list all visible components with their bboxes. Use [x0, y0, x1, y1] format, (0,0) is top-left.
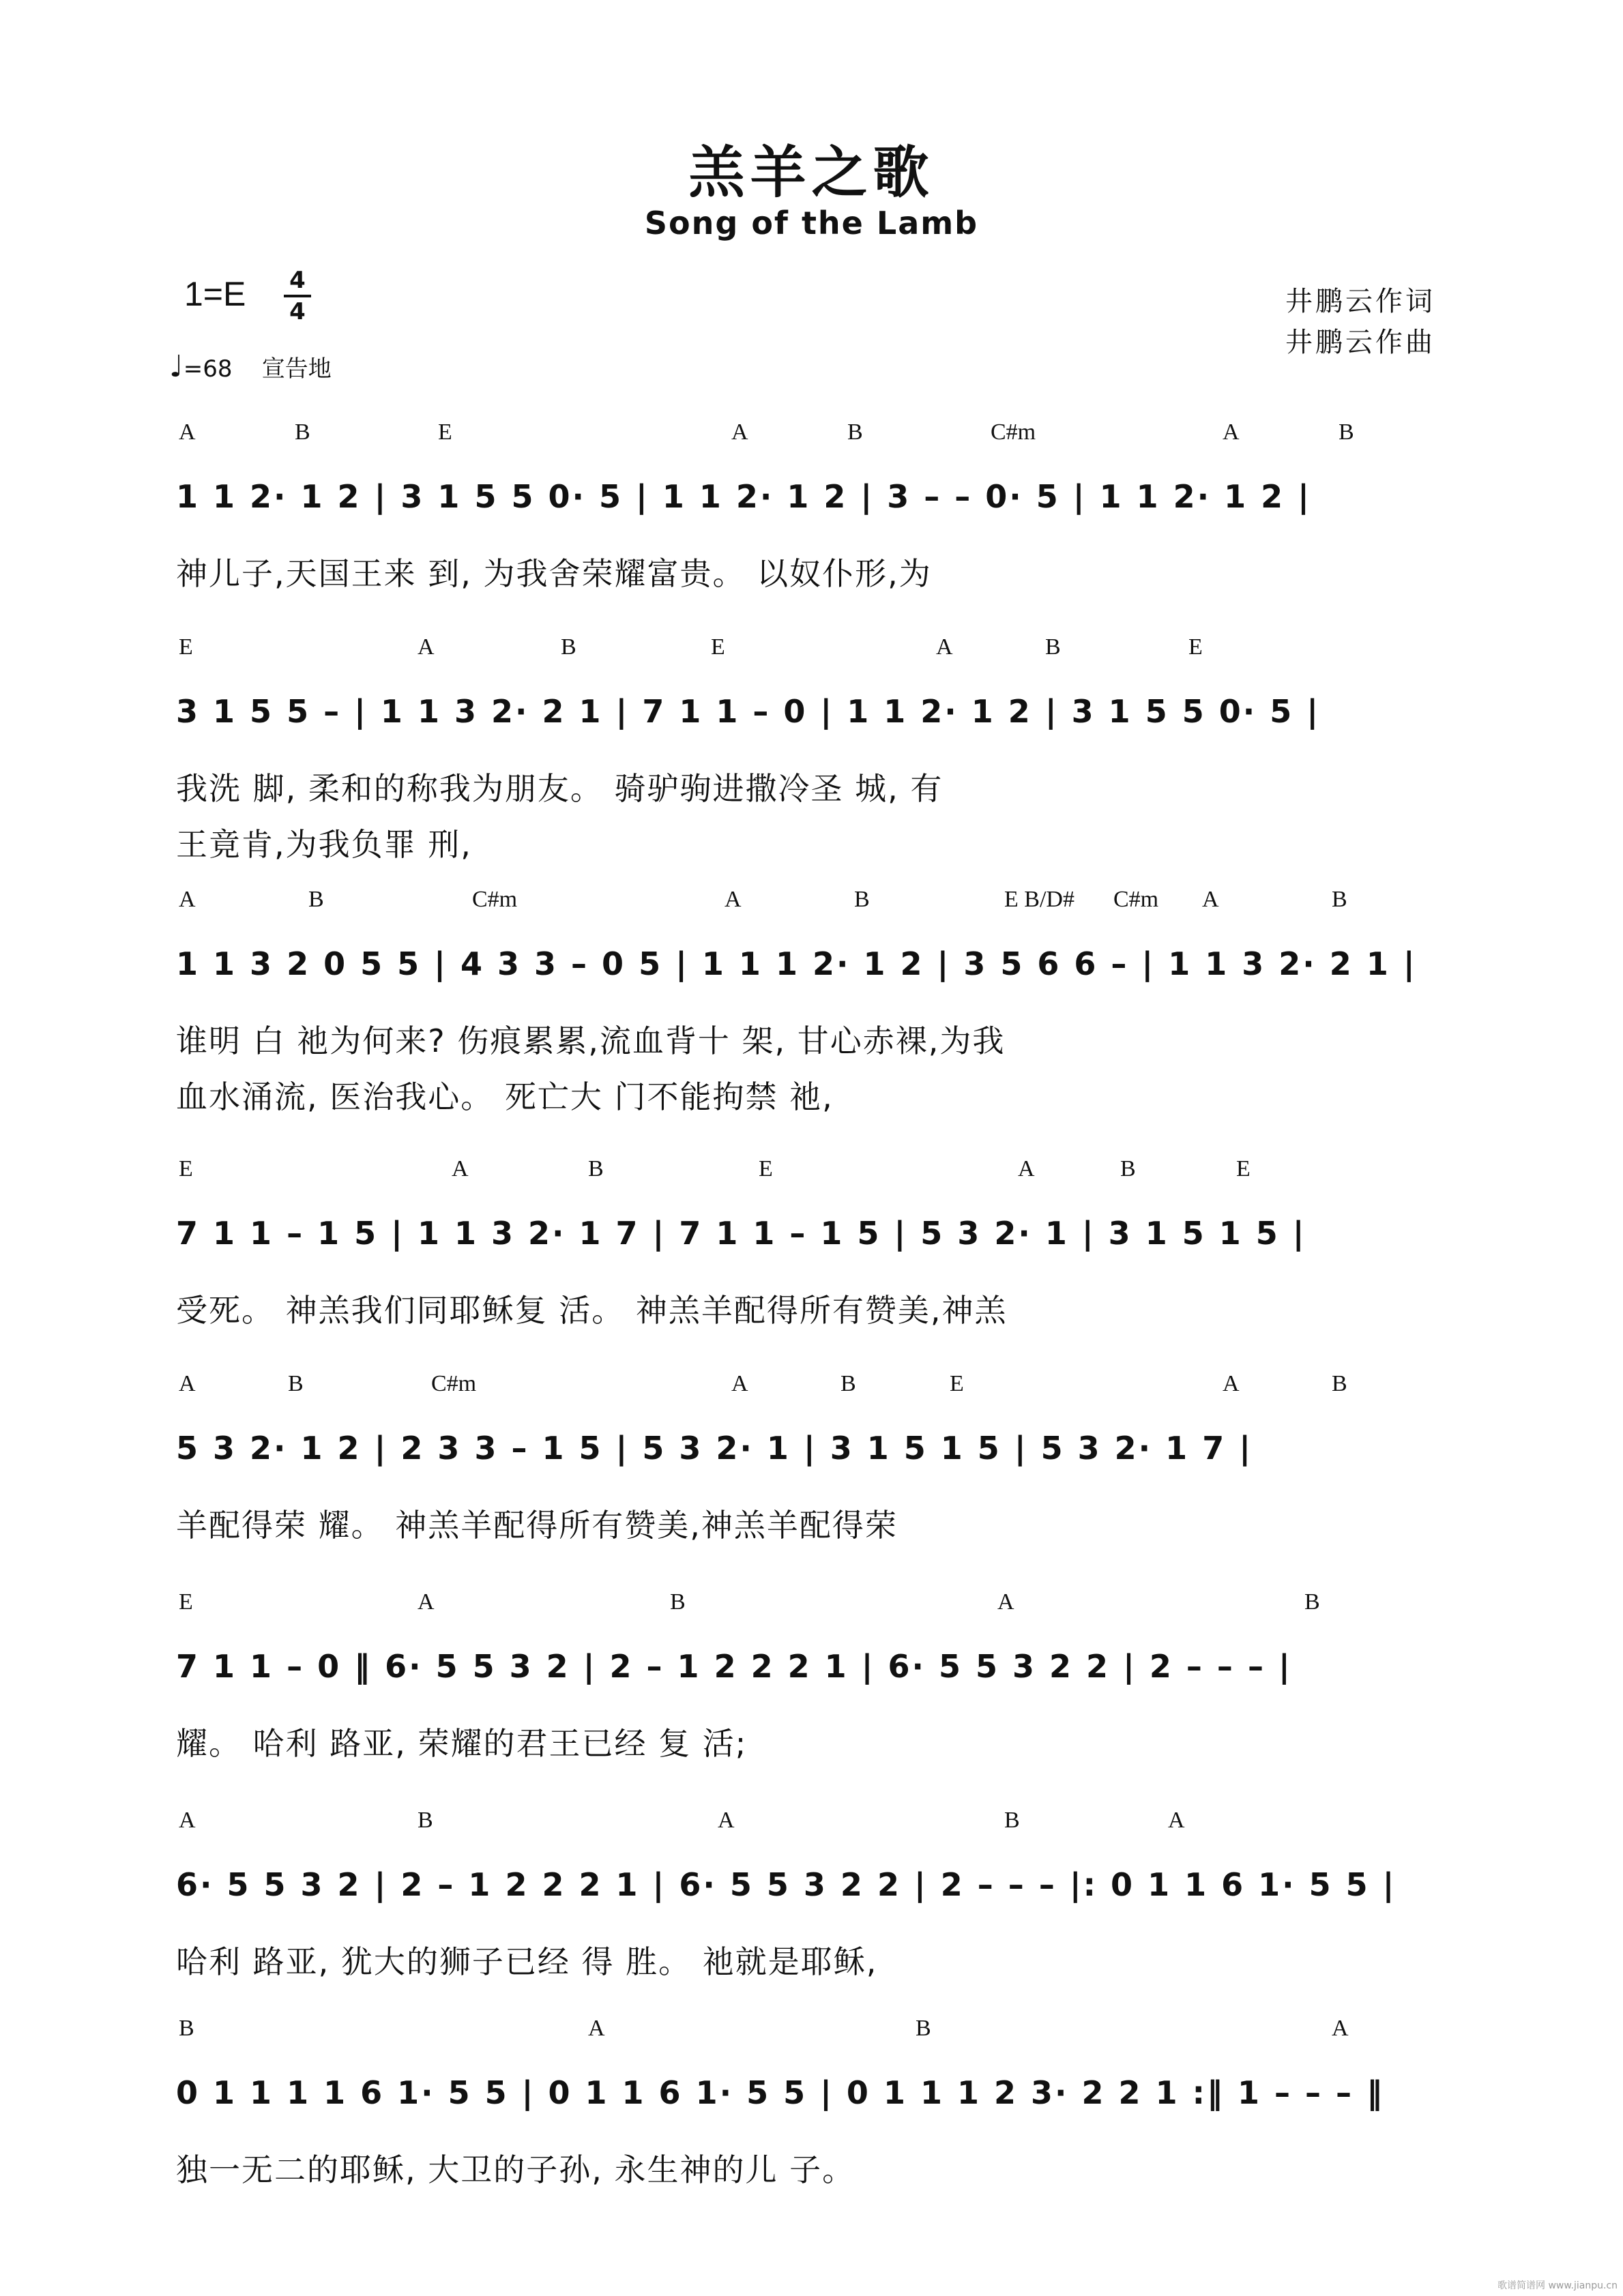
chord-symbol: E	[711, 634, 725, 660]
jianpu-notes: 1 1 3 2 0 5 5 | 4 3 3 – 0 5 | 1 1 1 2· 1 2 | 3 5 6 6 – | 1 1 3 2· 2 1 |	[176, 945, 1417, 982]
lyric-line: 受死。 神羔我们同耶稣复 活。 神羔羊配得所有赞美,神羔	[176, 1292, 1008, 1329]
key-signature: 1=E	[184, 275, 246, 313]
chord-symbol: C#m	[431, 1371, 477, 1396]
chord-symbol: B	[847, 420, 863, 445]
composer-credit: 井鹏云作曲	[1285, 327, 1435, 358]
lyricist-credit: 井鹏云作词	[1285, 286, 1435, 317]
time-top: 4	[289, 267, 306, 294]
chord-symbol: A	[179, 1808, 196, 1833]
chord-symbol: A	[731, 1371, 748, 1396]
lyric-line: 哈利 路亚, 犹大的狮子已经 得 胜。 祂就是耶稣,	[176, 1943, 878, 1980]
chord-symbol: C#m	[991, 420, 1036, 445]
notation-row	[176, 1643, 1459, 1718]
chord-symbol: B	[418, 1808, 433, 1833]
chord-symbol: B	[288, 1371, 304, 1396]
chord-symbol: E B/D#	[1004, 887, 1074, 912]
chord-row	[0, 1808, 1623, 1838]
notation-row	[176, 940, 1459, 1015]
chord-symbol: A	[1332, 2016, 1349, 2041]
chord-symbol: A	[936, 634, 953, 660]
chord-symbol: A	[1223, 1371, 1240, 1396]
chord-symbol: B	[1332, 1371, 1347, 1396]
time-divider	[284, 295, 311, 297]
chord-row	[0, 1589, 1623, 1619]
chord-symbol: A	[179, 420, 196, 445]
time-bottom: 4	[289, 298, 306, 325]
song-title: 羔羊之歌	[688, 140, 935, 205]
tempo-marking	[169, 349, 332, 384]
quarter-note-icon: ♩	[169, 349, 184, 384]
chord-symbol: E	[1236, 1156, 1251, 1181]
tempo-value: =68	[183, 355, 233, 383]
chord-symbol: E	[179, 1589, 193, 1615]
lyric-line: 我洗 脚, 柔和的称我为朋友。 骑驴驹进撒冷圣 城, 有	[176, 770, 944, 807]
chord-symbol: A	[997, 1589, 1014, 1615]
lyric-line: 耀。 哈利 路亚, 荣耀的君王已经 复 活;	[176, 1725, 748, 1762]
chord-symbol: E	[179, 1156, 193, 1181]
chord-symbol: B	[1339, 420, 1354, 445]
chord-symbol: E	[179, 634, 193, 660]
lyric-line: 王竟肯,为我负罪 刑,	[176, 826, 472, 863]
chord-symbol: B	[1120, 1156, 1136, 1181]
notation-row	[176, 1861, 1459, 1936]
notation-row	[176, 688, 1459, 763]
time-signature	[284, 267, 311, 325]
jianpu-notes: 0 1 1 1 1 6 1· 5 5 | 0 1 1 6 1· 5 5 | 0 1 1 1 2 3· 2 2 1 :‖ 1 – – – ‖	[176, 2074, 1385, 2111]
chord-symbol: A	[1168, 1808, 1185, 1833]
chord-row	[0, 1371, 1623, 1401]
chord-symbol: B	[561, 634, 576, 660]
expression-mark: 宣告地	[261, 355, 332, 383]
jianpu-notes: 3 1 5 5 – | 1 1 3 2· 2 1 | 7 1 1 – 0 | 1 1 2· 1 2 | 3 1 5 5 0· 5 |	[176, 693, 1321, 730]
chord-symbol: B	[840, 1371, 856, 1396]
chord-symbol: A	[1223, 420, 1240, 445]
chord-row	[0, 1156, 1623, 1186]
jianpu-notes: 7 1 1 – 1 5 | 1 1 3 2· 1 7 | 7 1 1 – 1 5 | 5 3 2· 1 | 3 1 5 1 5 |	[176, 1215, 1306, 1252]
chord-symbol: A	[418, 634, 435, 660]
chord-symbol: A	[179, 1371, 196, 1396]
lyric-line: 谁明 白 祂为何来? 伤痕累累,流血背十 架, 甘心赤裸,为我	[176, 1022, 1006, 1059]
chord-symbol: C#m	[472, 887, 518, 912]
chord-symbol: A	[418, 1589, 435, 1615]
chord-symbol: A	[1202, 887, 1219, 912]
chord-row	[0, 887, 1623, 917]
chord-symbol: B	[179, 2016, 194, 2041]
chord-row	[0, 420, 1623, 450]
notation-row	[176, 1209, 1459, 1284]
chord-row	[0, 634, 1623, 664]
chord-symbol: B	[1004, 1808, 1020, 1833]
chord-symbol: B	[854, 887, 870, 912]
chord-symbol: A	[718, 1808, 735, 1833]
chord-symbol: B	[308, 887, 324, 912]
notation-row	[176, 2069, 1459, 2144]
chord-symbol: E	[950, 1371, 964, 1396]
chord-symbol: E	[1188, 634, 1203, 660]
jianpu-notes: 5 3 2· 1 2 | 2 3 3 – 1 5 | 5 3 2· 1 | 3 1 5 1 5 | 5 3 2· 1 7 |	[176, 1430, 1253, 1467]
jianpu-notes: 1 1 2· 1 2 | 3 1 5 5 0· 5 | 1 1 2· 1 2 | 3 – – 0· 5 | 1 1 2· 1 2 |	[176, 478, 1311, 515]
chord-symbol: A	[725, 887, 742, 912]
chord-symbol: A	[1018, 1156, 1035, 1181]
chord-symbol: C#m	[1113, 887, 1159, 912]
lyric-line: 神儿子,天国王来 到, 为我舍荣耀富贵。 以奴仆形,为	[176, 555, 932, 592]
chord-row	[0, 2016, 1623, 2046]
notation-row	[176, 473, 1459, 548]
chord-symbol: A	[452, 1156, 469, 1181]
notation-row	[176, 1424, 1459, 1499]
chord-symbol: A	[731, 420, 748, 445]
chord-symbol: B	[1045, 634, 1061, 660]
chord-symbol: B	[295, 420, 310, 445]
jianpu-notes: 7 1 1 – 0 ‖ 6· 5 5 3 2 | 2 – 1 2 2 2 1 | 6· 5 5 3 2 2 | 2 – – – |	[176, 1648, 1292, 1685]
lyric-line: 独一无二的耶稣, 大卫的子孙, 永生神的儿 子。	[176, 2151, 856, 2188]
chord-symbol: A	[588, 2016, 605, 2041]
chord-symbol: E	[759, 1156, 773, 1181]
jianpu-notes: 6· 5 5 3 2 | 2 – 1 2 2 2 1 | 6· 5 5 3 2 2 | 2 – – – |: 0 1 1 6 1· 5 5 |	[176, 1866, 1397, 1903]
watermark: 歌谱简谱网 www.jianpu.cn	[1497, 2280, 1618, 2291]
chord-symbol: B	[1332, 887, 1347, 912]
lyric-line: 血水涌流, 医治我心。 死亡大 门不能拘禁 祂,	[176, 1078, 834, 1115]
chord-symbol: B	[670, 1589, 686, 1615]
lyric-line: 羊配得荣 耀。 神羔羊配得所有赞美,神羔羊配得荣	[176, 1507, 898, 1544]
song-subtitle: Song of the Lamb	[644, 205, 979, 241]
chord-symbol: E	[438, 420, 452, 445]
chord-symbol: B	[916, 2016, 931, 2041]
chord-symbol: B	[1304, 1589, 1320, 1615]
chord-symbol: B	[588, 1156, 604, 1181]
chord-symbol: A	[179, 887, 196, 912]
